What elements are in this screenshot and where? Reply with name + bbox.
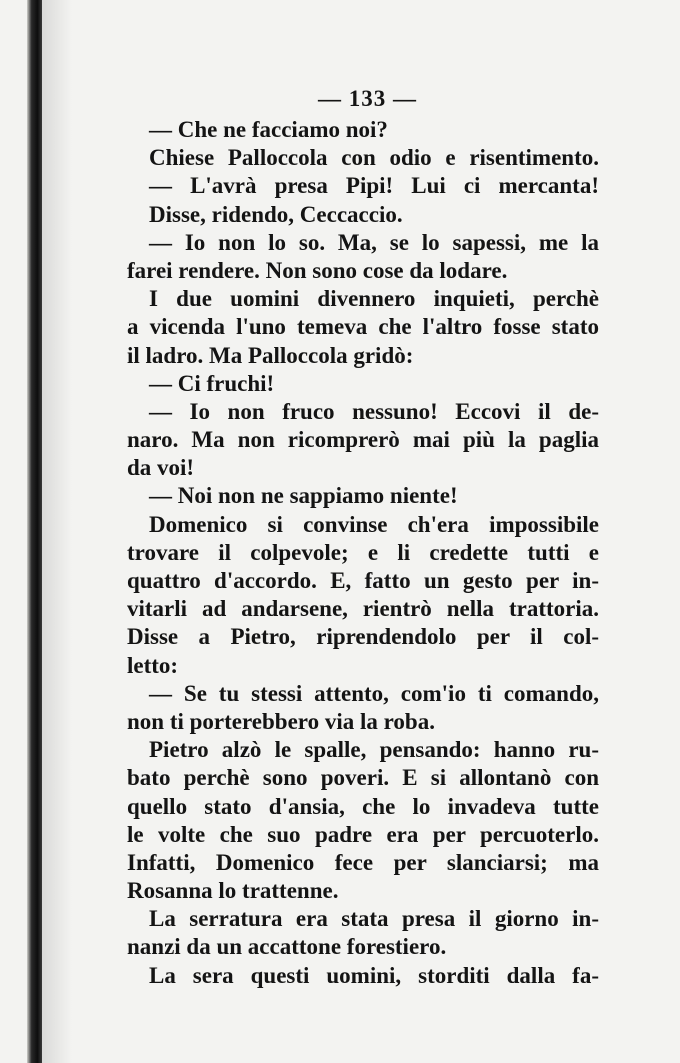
body-text (127, 116, 599, 990)
text-line: Pietro alzò le spalle, pensando: hanno ru- (149, 737, 599, 763)
text-line: vitarli ad andarsene, rientrò nella trattoria. (127, 596, 599, 622)
text-line: — Ci fruchi! (149, 370, 275, 396)
text-line: — Io non lo so. Ma, se lo sapessi, me la (149, 229, 599, 255)
text-line: Domenico si convinse ch'era impossibile (149, 511, 599, 537)
text-line: naro. Ma non ricomprerò mai più la paglia (127, 427, 599, 453)
gutter-shadow (42, 0, 72, 1063)
text-line: — L'avrà presa Pipi! Lui ci mercanta! (149, 173, 599, 199)
text-line: Infatti, Domenico fece per slanciarsi; ma (127, 849, 599, 875)
text-line: nanzi da un accattone forestiero. (127, 934, 447, 960)
text-line: Chiese Palloccola con odio e risentimento. (149, 145, 599, 171)
text-line: — Noi non ne sappiamo niente! (149, 483, 458, 509)
text-line: — Io non fruco nessuno! Eccovi il de- (149, 398, 599, 424)
text-line: non ti porterebbero via la roba. (127, 708, 435, 734)
text-line: La sera questi uomini, storditi dalla fa- (149, 962, 599, 988)
text-line: farei rendere. Non sono cose da lodare. (127, 257, 508, 283)
text-line: bato perchè sono poveri. E si allontanò con (127, 765, 599, 791)
text-line: letto: (127, 652, 179, 678)
page-number: — 133 — (318, 86, 417, 111)
text-line: Disse, ridendo, Ceccaccio. (149, 201, 403, 227)
text-line: a vicenda l'uno temeva che l'altro fosse stato (127, 314, 599, 340)
text-line: quello stato d'ansia, che lo invadeva tutte (127, 793, 599, 819)
text-line: Disse a Pietro, riprendendolo per il col- (127, 624, 599, 650)
text-line: Rosanna lo trattenne. (127, 878, 339, 904)
text-line: le volte che suo padre era per percuoterlo. (127, 821, 599, 847)
book-binding-edge (27, 0, 42, 1063)
text-line: il ladro. Ma Palloccola gridò: (127, 342, 414, 368)
text-line: trovare il colpevole; e li credette tutti e (127, 539, 599, 565)
text-line: La serratura era stata presa il giorno in- (149, 906, 599, 932)
text-line: quattro d'accordo. E, fatto un gesto per in- (127, 568, 599, 593)
text-line: I due uomini divennero inquieti, perchè (149, 286, 599, 312)
text-line: — Che ne facciamo noi? (149, 117, 388, 142)
text-line: — Se tu stessi attento, com'io ti comando, (149, 680, 599, 706)
text-line: da voi! (127, 455, 195, 481)
